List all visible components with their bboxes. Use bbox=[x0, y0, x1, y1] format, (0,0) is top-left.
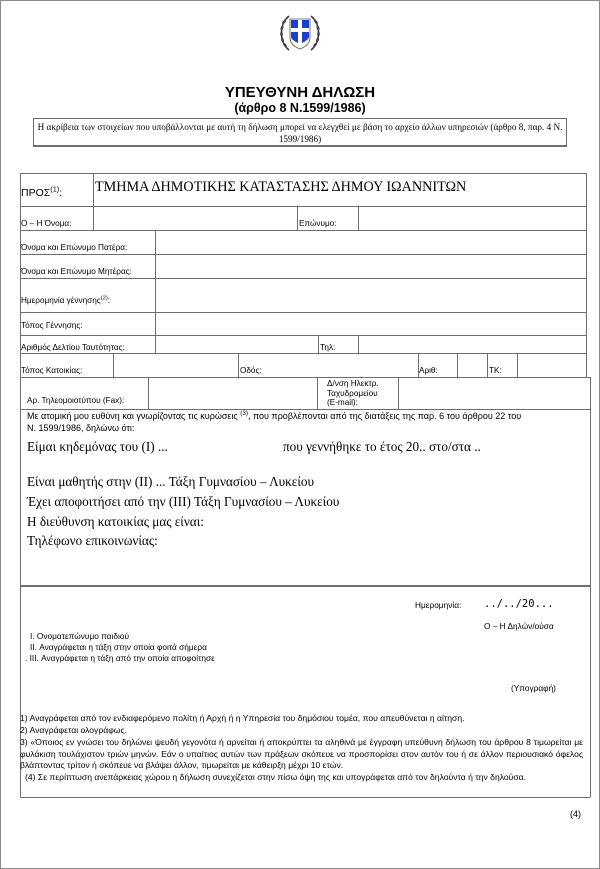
id-number-label: Αριθμός Δελτίου Ταυτότητας: bbox=[21, 343, 125, 352]
residence-field[interactable] bbox=[114, 354, 237, 376]
street-label: Οδός: bbox=[240, 366, 262, 375]
footnote-2: 2) Αναγράφεται ολογράφως. bbox=[20, 725, 128, 735]
greek-emblem-icon bbox=[275, 10, 325, 56]
grid-line bbox=[487, 353, 488, 377]
footnote-3: 3) «Όποιος εν γνώσει του δηλώνει ψευδή γεγονότα ή αρνείται ή αποκρύπτει τα αληθινά με έγγραφη υπεύθυνη δήλωση του άρθρου 8 τιμωρείται με φυλάκιση τουλάχιστον τριών μηνών. Εάν ο υπαίτιος αυτών των πράξεων σκόπευε να προσπορίσει στον αυτόν του ή σε άλλον περιουσιακό όφελος βλάπτοντας τρίτον ή σκόπευε να βλάψει άλλον, τιμωρείται με κάθειρξη μέχρι 10 ετών. bbox=[20, 737, 583, 771]
birthdate-label: Ημερομηνία γέννησης$^{(2)}$: bbox=[21, 295, 111, 305]
footnote-4: (4) Σε περίπτωση ανεπάρκειας χώρου η δήλωση συνεχίζεται στην πίσω όψη της και υπογράφεται από τον δηλούντα ή την δηλούσα. bbox=[25, 772, 527, 782]
residence-label: Τόπος Κατοικίας: bbox=[21, 366, 83, 375]
birthplace-label: Τόπος Γέννησης: bbox=[21, 321, 83, 330]
fax-field[interactable] bbox=[149, 378, 316, 408]
mother-name-field[interactable] bbox=[156, 255, 585, 277]
legend-item-2: II. Αναγράφεται η τάξη στην οποία φοιτά σήμερα bbox=[30, 642, 207, 652]
to-label: ΠΡΟΣ$^{(1)}$: bbox=[21, 184, 63, 199]
grid-line bbox=[586, 173, 587, 377]
fax-label: Αρ. Τηλεομοιοτύπου (Fax): bbox=[27, 396, 125, 405]
surname-label: Επώνυμο: bbox=[299, 219, 337, 228]
street-field[interactable] bbox=[280, 354, 417, 376]
to-recipient-field[interactable]: ΤΜΗΜΑ ΔΗΜΟΤΙΚΗΣ ΚΑΤΑΣΤΑΣΗΣ ΔΗΜΟΥ ΙΩΑΝΝΙΤΩΝ bbox=[95, 179, 467, 195]
declaration-intro: Με ατομική μου ευθύνη και γνωρίζοντας τις κυρώσεις $^{(3)}$, που προβλέπονται από της διατάξεις της παρ. 6 του άρθρου 22 του Ν. 1599/1986, δηλώνω ότι: bbox=[27, 410, 522, 433]
date-label: Ημερομηνία: bbox=[415, 600, 462, 610]
grid-line bbox=[20, 409, 590, 410]
declaration-birth-year-line[interactable]: που γεννήθηκε το έτος 20.. στο/στα .. bbox=[283, 439, 481, 454]
legend-item-3: . III. Αναγράφεται η τάξη από την οποία αποφοίτησε bbox=[25, 653, 215, 663]
birthplace-field[interactable] bbox=[156, 313, 585, 334]
declaration-address-line[interactable]: Η διεύθυνση κατοικίας μας είναι: bbox=[27, 514, 204, 529]
father-name-label: Όνομα και Επώνυμο Πατέρα: bbox=[21, 243, 128, 252]
first-name-label: Ο – Η Όνομα: bbox=[21, 219, 72, 228]
street-number-label: Αριθ: bbox=[419, 366, 438, 375]
declaration-guardian-line[interactable]: Είμαι κηδεμόνας του (I) ... bbox=[27, 439, 168, 454]
phone-label: Τηλ: bbox=[320, 343, 336, 352]
email-field[interactable] bbox=[399, 378, 589, 408]
mother-name-label: Όνομα και Επώνυμο Μητέρας: bbox=[21, 267, 132, 276]
id-number-field[interactable] bbox=[156, 336, 317, 352]
legend-item-1: I. Ονοματεπώνυμο παιδιού bbox=[30, 631, 130, 641]
document-title: ΥΠΕΥΘΥΝΗ ΔΗΛΩΣΗ bbox=[224, 84, 376, 101]
signature-label: (Υπογραφή) bbox=[511, 683, 556, 693]
page-marker: (4) bbox=[570, 809, 581, 819]
phone-field[interactable] bbox=[359, 336, 585, 352]
grid-line bbox=[20, 173, 586, 174]
declarant-label: Ο – Η Δηλών/ούσα bbox=[484, 621, 554, 631]
birthdate-field[interactable] bbox=[156, 279, 585, 311]
email-label: Δ/νση Ηλεκτρ. Ταχυδρομείου (E-mail): bbox=[327, 379, 379, 407]
date-field[interactable]: ../../20... bbox=[484, 598, 554, 610]
declaration-current-class-line[interactable]: Είναι μαθητής στην (II) ... Τάξη Γυμνασίου – Λυκείου bbox=[27, 474, 315, 489]
declaration-phone-line[interactable]: Τηλέφωνο επικοινωνίας: bbox=[27, 533, 158, 548]
document-subtitle: (άρθρο 8 Ν.1599/1986) bbox=[234, 101, 366, 115]
grid-line bbox=[238, 353, 239, 377]
grid-line bbox=[20, 585, 590, 587]
father-name-field[interactable] bbox=[156, 231, 585, 253]
declaration-graduated-class-line[interactable]: Έχει αποφοιτήσει από την (III) Τάξη Γυμνασίου – Λυκείου bbox=[27, 494, 340, 509]
street-number-field[interactable] bbox=[458, 354, 486, 376]
grid-line bbox=[318, 335, 319, 353]
grid-line bbox=[297, 206, 298, 230]
grid-line bbox=[317, 377, 318, 409]
postcode-label: ΤΚ: bbox=[489, 366, 502, 375]
first-name-field[interactable] bbox=[94, 207, 296, 229]
grid-line bbox=[20, 797, 590, 798]
grid-line bbox=[590, 377, 591, 797]
surname-field[interactable] bbox=[359, 207, 585, 229]
footnote-1: 1) Αναγράφεται από τον ενδιαφερόμενο πολίτη ή Αρχή ή η Υπηρεσία του δημόσιου τομέα, που απευθύνεται η αίτηση. bbox=[20, 713, 465, 723]
verification-notice: Η ακρίβεια των στοιχείων που υποβάλλονται με αυτή τη δήλωση μπορεί να ελεγχθεί με βάση το αρχείο άλλων υπηρεσιών (άρθρο 8, παρ. 4 Ν. 1599/1986) bbox=[33, 118, 567, 147]
signature-field[interactable] bbox=[500, 660, 570, 682]
postcode-field[interactable] bbox=[518, 354, 585, 376]
